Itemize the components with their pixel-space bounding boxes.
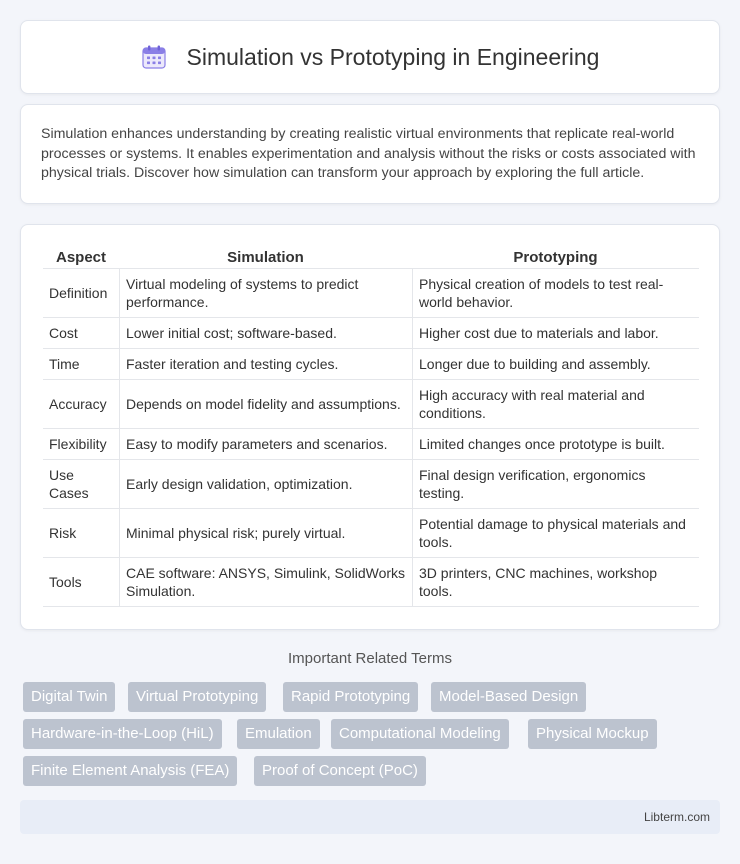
intro-card	[20, 104, 720, 204]
page-title: Simulation vs Prototyping in Engineering	[186, 43, 600, 70]
tag-proof-of-concept[interactable]: Proof of Concept (PoC)	[254, 756, 426, 786]
tag-digital-twin[interactable]: Digital Twin	[23, 682, 115, 712]
row-aspect: Cost	[43, 318, 119, 349]
row-simulation: Lower initial cost; software-based.	[119, 318, 412, 349]
row-prototyping: High accuracy with real material and conditions.	[412, 380, 699, 429]
tag-virtual-prototyping[interactable]: Virtual Prototyping	[128, 682, 266, 712]
calendar-icon	[141, 44, 167, 70]
header-simulation: Simulation	[119, 245, 412, 269]
row-aspect: Tools	[43, 558, 119, 607]
tag-finite-element-analysis[interactable]: Finite Element Analysis (FEA)	[23, 756, 237, 786]
row-prototyping: Potential damage to physical materials and tools.	[412, 509, 699, 558]
table-row	[43, 558, 699, 607]
row-simulation: Virtual modeling of systems to predict performance.	[119, 269, 412, 318]
row-simulation: Minimal physical risk; purely virtual.	[119, 509, 412, 558]
row-simulation: Depends on model fidelity and assumptions.	[119, 380, 412, 429]
comparison-table	[43, 245, 699, 607]
intro-paragraph: Simulation enhances understanding by creating realistic virtual environments that replicate real-world processes or systems. It enables experimentation and analysis without the risks or costs associated with physical trials. Discover how simulation can transform your approach by exploring the full article.	[41, 126, 696, 181]
tag-rapid-prototyping[interactable]: Rapid Prototyping	[283, 682, 418, 712]
table-row	[43, 429, 699, 460]
row-aspect: Risk	[43, 509, 119, 558]
footer-site-link[interactable]: Libterm.com	[643, 810, 710, 824]
header-aspect: Aspect	[43, 245, 119, 269]
table-row	[43, 460, 699, 509]
row-aspect: Accuracy	[43, 380, 119, 429]
tag-hardware-in-the-loop[interactable]: Hardware-in-the-Loop (HiL)	[23, 719, 222, 749]
row-prototyping: 3D printers, CNC machines, workshop tools.	[412, 558, 699, 607]
table-row	[43, 380, 699, 429]
table-header-row	[43, 245, 699, 269]
tag-model-based-design[interactable]: Model-Based Design	[431, 682, 586, 712]
row-prototyping: Higher cost due to materials and labor.	[412, 318, 699, 349]
footer	[20, 800, 720, 834]
row-aspect: Use Cases	[43, 460, 119, 509]
row-prototyping: Longer due to building and assembly.	[412, 349, 699, 380]
row-simulation: Easy to modify parameters and scenarios.	[119, 429, 412, 460]
tag-computational-modeling[interactable]: Computational Modeling	[331, 719, 509, 749]
comparison-card	[20, 224, 720, 630]
tag-emulation[interactable]: Emulation	[237, 719, 320, 749]
table-row	[43, 349, 699, 380]
title-card	[20, 20, 720, 94]
row-aspect: Definition	[43, 269, 119, 318]
header-prototyping: Prototyping	[412, 245, 699, 269]
row-prototyping: Limited changes once prototype is built.	[412, 429, 699, 460]
table-row	[43, 269, 699, 318]
row-simulation: Early design validation, optimization.	[119, 460, 412, 509]
related-terms-heading: Important Related Terms	[288, 650, 452, 667]
row-simulation: CAE software: ANSYS, Simulink, SolidWorks Simulation.	[119, 558, 412, 607]
table-row	[43, 509, 699, 558]
tag-physical-mockup[interactable]: Physical Mockup	[528, 719, 657, 749]
row-simulation: Faster iteration and testing cycles.	[119, 349, 412, 380]
table-row	[43, 318, 699, 349]
row-aspect: Time	[43, 349, 119, 380]
row-prototyping: Final design verification, ergonomics testing.	[412, 460, 699, 509]
row-aspect: Flexibility	[43, 429, 119, 460]
row-prototyping: Physical creation of models to test real-world behavior.	[412, 269, 699, 318]
